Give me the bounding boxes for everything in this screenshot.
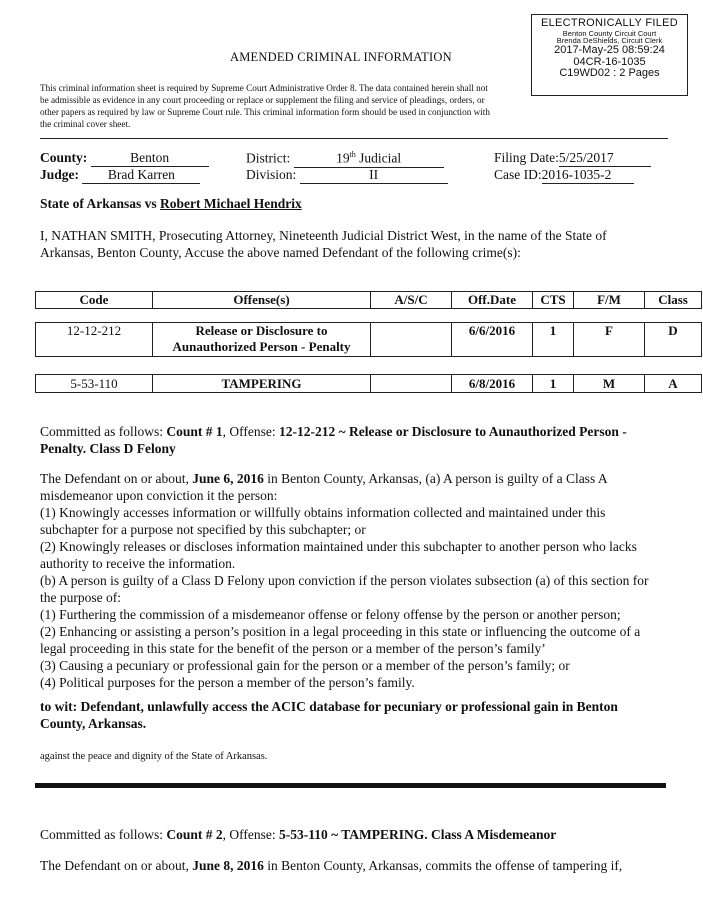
row1-offense-line1: Release or Disclosure to bbox=[195, 323, 328, 338]
header-divider bbox=[40, 138, 668, 139]
district-label: District: bbox=[246, 150, 291, 166]
count1-item-b4: (4) Political purposes for the person a member of the person’s family. bbox=[40, 675, 415, 690]
filing-date-label: Filing Date: bbox=[494, 150, 559, 165]
stamp-case-number: 04CR-16-1035 bbox=[573, 55, 646, 68]
count1-para1 bbox=[40, 470, 665, 504]
case-id-value: 2016-1035-2 bbox=[542, 167, 634, 184]
count2-number: Count # 2 bbox=[166, 827, 223, 842]
row2-cts: 1 bbox=[533, 375, 574, 393]
row2-asc bbox=[371, 375, 452, 393]
count1-item-a2: (2) Knowingly releases or discloses information maintained under this subchapter to another person who lacks authority to receive the information. bbox=[40, 539, 637, 571]
count2-p1a: The Defendant on or about, bbox=[40, 858, 193, 873]
col-fm: F/M bbox=[574, 292, 645, 309]
row1-fm: F bbox=[574, 323, 645, 357]
count1-offense: 12-12-212 ~ Release or Disclosure to Aunauthorized Person - Penalty. Class D Felony bbox=[40, 424, 627, 456]
section-divider bbox=[35, 783, 666, 788]
count1-against: against the peace and dignity of the State of Arkansas. bbox=[40, 751, 268, 762]
count1-item-b2: (2) Enhancing or assisting a person’s position in a legal proceeding in this state or influencing the outcome of a legal proceeding in this state for the benefit of the person or a member of the person’s family’ bbox=[40, 624, 641, 656]
accusation-intro: I, NATHAN SMITH, Prosecuting Attorney, Nineteenth Judicial District West, in the name of the State of Arkansas, Benton County, Accuse the above named Defendant of the following crime(s): bbox=[40, 228, 607, 260]
judge-label: Judge: bbox=[40, 167, 80, 182]
offense-row-1 bbox=[35, 322, 702, 357]
filing-date-value: 5/25/2017 bbox=[559, 150, 651, 167]
county-value: Benton bbox=[91, 150, 209, 167]
count2-lead: Committed as follows: bbox=[40, 827, 167, 842]
count1-number: Count # 1 bbox=[166, 424, 223, 439]
stamp-court: Benton County Circuit Court bbox=[562, 28, 657, 38]
admin-order-notice: This criminal information sheet is required by Supreme Court Administrative Order 8. The data contained herein shall not be admissible as evidence in any court proceeding or replace or supplement the filing and service of pleadings, orders, or other papers as required by law or Supreme Court rule. This criminal information form should be used in conjunction with the criminal cover sheet. bbox=[40, 83, 490, 129]
stamp-clerk: Brenda DeShields, Circuit Clerk bbox=[556, 36, 663, 46]
count1-heading bbox=[40, 423, 665, 457]
count1-item-b3: (3) Causing a pecuniary or professional gain for the person or a member of the person’s family; or bbox=[40, 658, 570, 673]
row1-offense bbox=[153, 323, 371, 357]
row2-date: 6/8/2016 bbox=[452, 375, 533, 393]
count1-body bbox=[40, 470, 665, 691]
stamp-title: ELECTRONICALLY FILED bbox=[540, 17, 679, 29]
col-offense: Offense(s) bbox=[153, 292, 371, 309]
col-class: Class bbox=[645, 292, 702, 309]
row2-code: 5-53-110 bbox=[36, 375, 153, 393]
offense-table-header bbox=[35, 291, 702, 309]
count1-offense-label: , Offense: bbox=[222, 424, 280, 439]
electronic-filing-stamp bbox=[531, 14, 688, 96]
stamp-pages: C19WD02 : 2 Pages bbox=[559, 67, 660, 80]
row1-offense-line2: Aunauthorized Person - Penalty bbox=[172, 339, 351, 354]
row1-asc bbox=[371, 323, 452, 357]
case-id-label: Case ID: bbox=[494, 167, 542, 182]
count1-item-b: (b) A person is guilty of a Class D Felony upon conviction if the person violates subsection (a) of this section for the purpose of: bbox=[40, 573, 649, 605]
row1-class: D bbox=[645, 323, 702, 357]
count2-date: June 8, 2016 bbox=[192, 858, 264, 873]
col-code: Code bbox=[36, 292, 153, 309]
case-id-field bbox=[494, 167, 634, 184]
count1-lead: Committed as follows: bbox=[40, 424, 167, 439]
county-field bbox=[40, 150, 209, 167]
count2-p1b: in Benton County, Arkansas, commits the offense of tampering if, bbox=[263, 858, 623, 873]
count1-p1a: The Defendant on or about, bbox=[40, 471, 193, 486]
division-label: Division: bbox=[246, 167, 297, 182]
col-cts: CTS bbox=[533, 292, 574, 309]
col-off-date: Off.Date bbox=[452, 292, 533, 309]
stamp-datetime: 2017-May-25 08:59:24 bbox=[554, 44, 665, 57]
count2-body bbox=[40, 857, 665, 874]
filing-date-field bbox=[494, 150, 651, 167]
count1-to-wit: to wit: Defendant, unlawfully access the ACIC database for pecuniary or professional gain in Benton County, Arkansas. bbox=[40, 699, 618, 731]
district-value: 19th Judicial bbox=[294, 150, 444, 168]
count2-offense: 5-53-110 ~ TAMPERING. Class A Misdemeanor bbox=[279, 827, 557, 842]
count1-p1b: in Benton County, Arkansas, (a) A person is guilty of a Class A misdemeanor upon conviction it the person: bbox=[40, 471, 607, 503]
county-label: County: bbox=[40, 150, 88, 165]
count1-item-b1: (1) Furthering the commission of a misdemeanor offense or felony offense by the person or another person; bbox=[40, 607, 621, 622]
row1-cts: 1 bbox=[533, 323, 574, 357]
defendant-name: Robert Michael Hendrix bbox=[160, 196, 302, 211]
count1-item-a1: (1) Knowingly accesses information or willfully obtains information collected and maintained under this subchapter for a purpose not specified by this subchapter; or bbox=[40, 505, 606, 537]
offense-row-2 bbox=[35, 374, 702, 393]
division-value: II bbox=[300, 167, 448, 184]
row2-class: A bbox=[645, 375, 702, 393]
count2-heading bbox=[40, 826, 665, 843]
row1-date: 6/6/2016 bbox=[452, 323, 533, 357]
count1-date: June 6, 2016 bbox=[192, 471, 264, 486]
judge-field bbox=[40, 167, 200, 184]
row2-offense: TAMPERING bbox=[153, 375, 371, 393]
case-caption bbox=[40, 196, 302, 212]
row1-code: 12-12-212 bbox=[36, 323, 153, 357]
division-field bbox=[246, 167, 448, 184]
count2-offense-label: , Offense: bbox=[222, 827, 280, 842]
row2-fm: M bbox=[574, 375, 645, 393]
document-title: AMENDED CRIMINAL INFORMATION bbox=[230, 50, 452, 64]
district-field bbox=[246, 150, 444, 168]
judge-value: Brad Karren bbox=[82, 167, 200, 184]
caption-prefix: State of Arkansas vs bbox=[40, 196, 161, 211]
col-asc: A/S/C bbox=[371, 292, 452, 309]
